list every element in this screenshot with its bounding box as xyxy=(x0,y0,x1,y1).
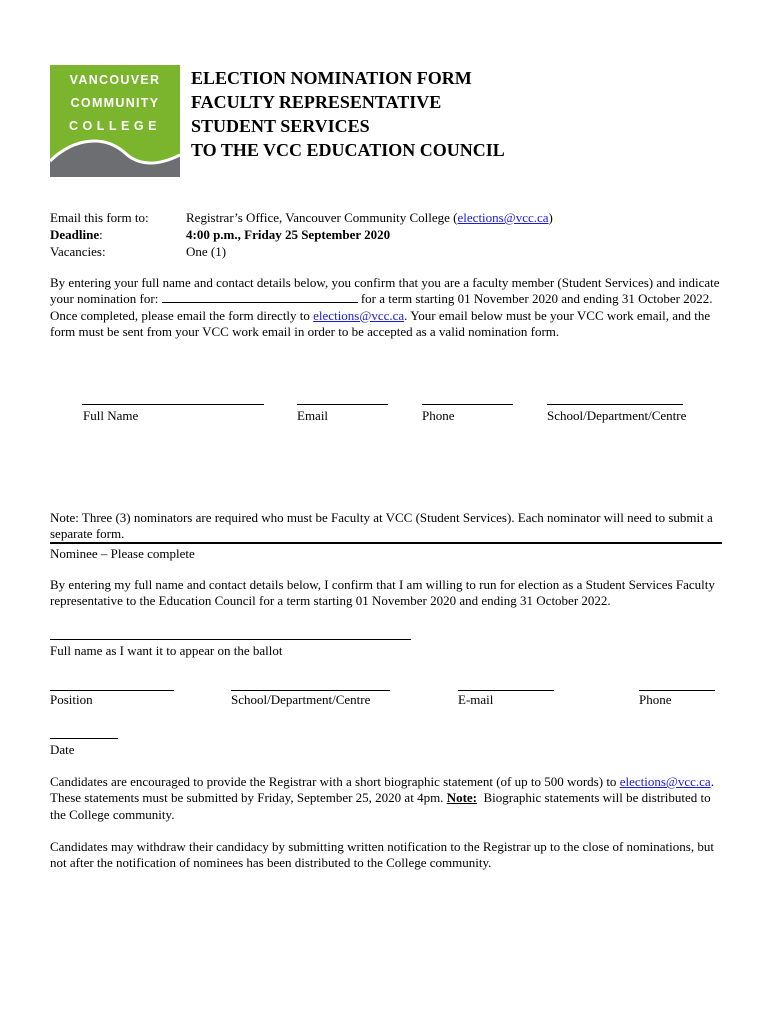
deadline-label-wrap xyxy=(50,226,103,243)
school-caption: School/Department/Centre xyxy=(547,408,687,423)
position-caption: Position xyxy=(50,692,93,707)
title-line-1: ELECTION NOMINATION FORM xyxy=(191,68,472,88)
phone-line[interactable] xyxy=(422,404,513,405)
intro-email-link[interactable]: elections@vcc.ca xyxy=(313,307,405,323)
intro-part-3: . Your email below must be your VCC work email, and the form must be sent from your VCC work email in order to be accepted as a valid nomination form. xyxy=(50,307,711,339)
logo-line-1: VANCOUVER xyxy=(69,73,161,87)
phone-caption: Phone xyxy=(422,408,455,423)
date-caption: Date xyxy=(50,742,75,757)
logo-line-2: COMMUNITY xyxy=(70,96,160,110)
vcc-logo xyxy=(50,65,180,177)
email-label: Email this form to: xyxy=(50,210,149,225)
bio-part-1: Candidates are encouraged to provide the Registrar with a short biographic statement (of up to 500 words) to xyxy=(50,774,617,789)
bio-email-link[interactable]: elections@vcc.ca xyxy=(619,774,711,789)
deadline-colon: : xyxy=(99,227,103,242)
nominee-school-line[interactable] xyxy=(231,690,390,691)
title-line-3: STUDENT SERVICES xyxy=(191,116,370,136)
nominee-statement: By entering my full name and contact details below, I confirm that I am willing to run for election as a Student Services Faculty representative to the Education Council for a term starting 01 November 2020 and ending 31 October 2022. xyxy=(50,577,715,609)
nominee-phone-caption: Phone xyxy=(639,692,672,707)
intro-paragraph xyxy=(50,275,722,340)
vacancies-label: Vacancies: xyxy=(50,244,106,259)
ballot-name-line[interactable] xyxy=(50,639,411,640)
title-line-2: FACULTY REPRESENTATIVE xyxy=(191,92,442,112)
logo-wave-graphic xyxy=(50,131,180,177)
title-line-4: TO THE VCC EDUCATION COUNCIL xyxy=(191,140,505,160)
deadline-label: Deadline xyxy=(50,227,100,242)
full-name-caption: Full Name xyxy=(83,408,139,423)
nominee-email-caption: E-mail xyxy=(458,692,494,707)
full-name-line[interactable] xyxy=(82,404,264,405)
form-title xyxy=(191,66,505,162)
position-line[interactable] xyxy=(50,690,174,691)
nominee-school-caption: School/Department/Centre xyxy=(231,692,371,707)
logo-line-3: COLLEGE xyxy=(69,119,161,133)
intro-part-2: for a term starting 01 November 2020 and ending 31 October 2022. Once completed, please email the form directly to xyxy=(50,291,713,323)
email-line[interactable] xyxy=(297,404,388,405)
nominee-phone-line[interactable] xyxy=(639,690,715,691)
nominee-email-line[interactable] xyxy=(458,690,554,691)
withdraw-paragraph: Candidates may withdraw their candidacy by submitting written notification to the Registrar up to the close of nominations, but not after the notification of nominees has been distributed to the College community. xyxy=(50,839,714,871)
deadline-value: 4:00 p.m., Friday 25 September 2020 xyxy=(186,227,391,242)
bio-note-label: Note: xyxy=(446,790,478,806)
intro-part-1: By entering your full name and contact details below, you confirm that you are a faculty member (Student Services) and indicate your nomination for: xyxy=(50,275,720,307)
bio-part-3: Biographic statements will be distributed to the College community. xyxy=(50,790,711,822)
email-value xyxy=(186,209,553,226)
bio-part-2: . These statements must be submitted by Friday, September 25, 2020 at 4pm. xyxy=(50,774,714,806)
date-line[interactable] xyxy=(50,738,118,739)
vacancies-value: One (1) xyxy=(186,244,227,259)
school-line[interactable] xyxy=(547,404,683,405)
nomination-for-blank[interactable] xyxy=(162,292,358,303)
email-value-prefix: Registrar’s Office, Vancouver Community College ( xyxy=(186,210,458,225)
email-value-suffix: ) xyxy=(548,210,553,225)
email-caption: Email xyxy=(297,408,329,423)
nominator-note: Note: Three (3) nominators are required who must be Faculty at VCC (Student Services). Each nominator will need to submit a separate form. xyxy=(50,510,713,542)
bio-paragraph xyxy=(50,774,722,823)
section-divider xyxy=(50,542,722,544)
elections-email-link[interactable]: elections@vcc.ca xyxy=(457,210,549,225)
ballot-name-caption: Full name as I want it to appear on the ballot xyxy=(50,643,283,658)
nominee-heading: Nominee – Please complete xyxy=(50,546,195,561)
